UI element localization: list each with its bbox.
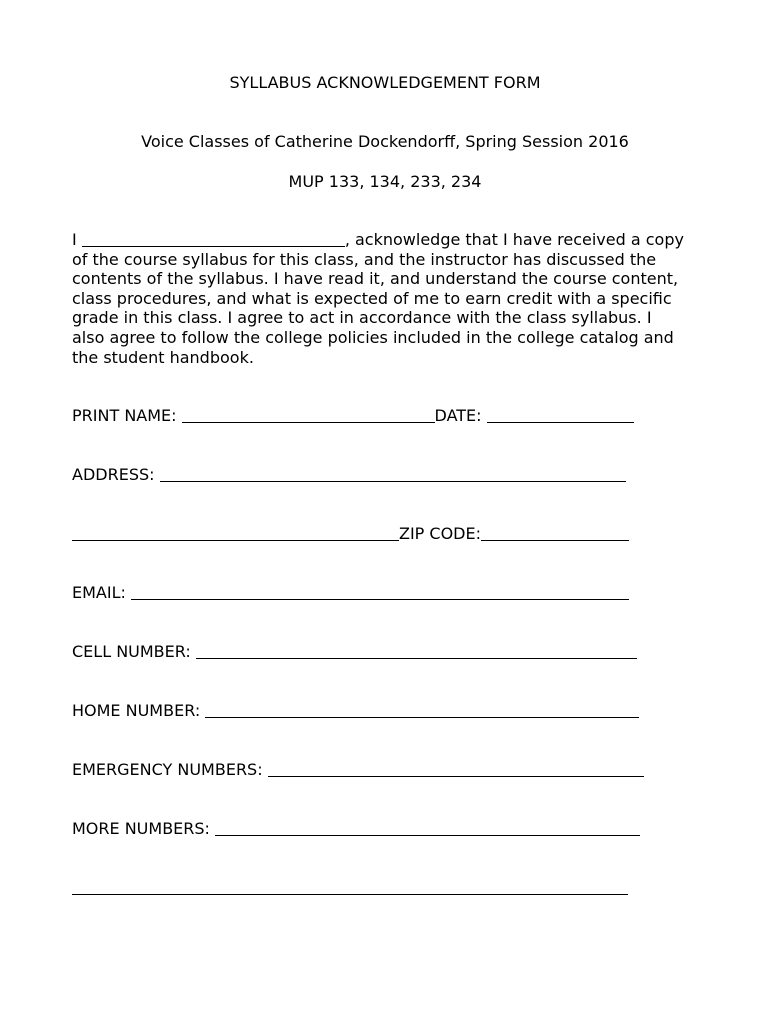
extra-blank[interactable] [72,878,628,895]
acknowledgement-line-7: the student handbook. [72,347,254,367]
address-blank[interactable] [160,465,626,482]
zip-code-label: ZIP CODE: [399,524,481,543]
acknowledgement-line-1 [72,230,712,250]
form-title: SYLLABUS ACKNOWLEDGEMENT FORM [229,73,541,92]
cell-number-row [72,640,637,662]
date-blank[interactable] [487,406,634,423]
date-label: DATE: [434,406,482,425]
print-name-row [72,404,634,426]
cell-number-label: CELL NUMBER: [72,642,191,661]
address-row [72,463,626,485]
email-blank[interactable] [131,583,629,600]
cell-number-blank[interactable] [196,642,637,659]
acknowledgement-line-2: of the course syllabus for this class, and the instructor has discussed the [72,249,657,269]
address-label: ADDRESS: [72,465,155,484]
form-subtitle: Voice Classes of Catherine Dockendorff, Spring Session 2016 [141,132,629,151]
acknowledgement-prefix: I [72,230,77,249]
email-label: EMAIL: [72,583,126,602]
home-number-label: HOME NUMBER: [72,701,201,720]
home-number-row [72,699,639,721]
acknowledgement-line-4: class procedures, and what is expected of me to earn credit with a specific [72,288,672,308]
more-numbers-row [72,817,640,839]
emergency-numbers-label: EMERGENCY NUMBERS: [72,760,263,779]
print-name-label: PRINT NAME: [72,406,177,425]
acknowledgement-line-6: also agree to follow the college policies included in the college catalog and [72,327,674,347]
acknowledgement-line-1-text: , acknowledge that I have received a copy [344,230,684,249]
acknowledgement-paragraph [72,230,712,367]
home-number-blank[interactable] [205,701,639,718]
extra-line-row [72,876,628,898]
emergency-numbers-blank[interactable] [268,760,644,777]
zip-code-blank[interactable] [481,524,629,541]
address-line-2-blank[interactable] [72,524,399,541]
acknowledgement-line-3: contents of the syllabus. I have read it, and understand the course content, [72,269,679,289]
emergency-numbers-row [72,758,644,780]
course-codes: MUP 133, 134, 233, 234 [288,172,482,191]
address-zip-row [72,522,629,544]
acknowledgement-line-5: grade in this class. I agree to act in accordance with the class syllabus. I [72,308,652,328]
print-name-blank[interactable] [182,406,435,423]
email-row [72,581,629,603]
more-numbers-blank[interactable] [215,819,640,836]
student-name-blank[interactable] [82,233,345,247]
more-numbers-label: MORE NUMBERS: [72,819,210,838]
